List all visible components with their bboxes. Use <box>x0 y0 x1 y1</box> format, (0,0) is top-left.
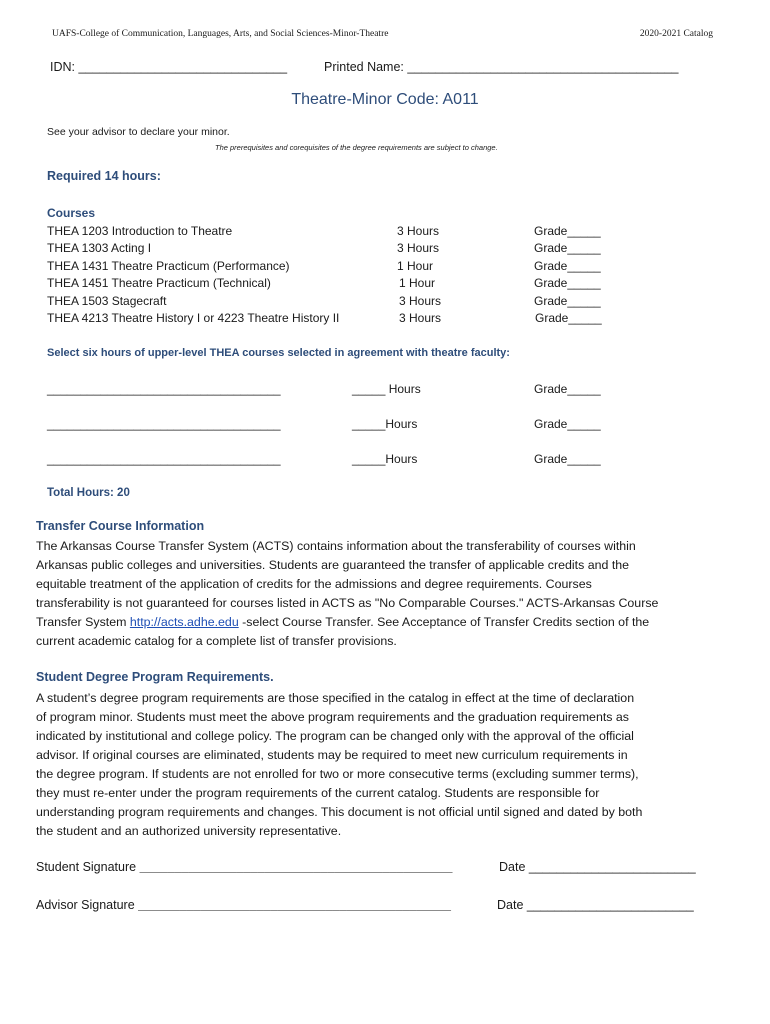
student-signature-label: Student Signature <box>36 860 137 874</box>
elective-hours-field[interactable]: _____Hours <box>352 417 418 431</box>
elective-grade-field[interactable]: Grade_____ <box>534 417 601 431</box>
paragraph-line: the degree program. If students are not enrolled for two or more consecutive terms (excluding summer terms), <box>36 767 639 781</box>
paragraph-line: the student and an authorized university representative. <box>36 824 342 838</box>
elective-row <box>47 382 647 399</box>
paragraph-line: of program minor. Students must meet the above program requirements and the graduation requirements as <box>36 710 630 724</box>
elective-course-field[interactable]: ___________________________________ <box>47 452 281 466</box>
course-row <box>47 241 647 258</box>
advisor-note: See your advisor to declare your minor. <box>47 126 230 138</box>
paragraph-line: equitable treatment of the application of credits for the admissions and degree requirements. Courses <box>36 577 592 591</box>
total-hours: Total Hours: 20 <box>47 487 130 499</box>
student-signature-field[interactable]: _____________________________________________ <box>139 860 453 874</box>
elective-hours-field[interactable]: _____ Hours <box>352 382 421 396</box>
advisor-signature-field[interactable]: _____________________________________________ <box>138 898 451 912</box>
paragraph-line: transferability is not guaranteed for courses listed in ACTS as "No Comparable Courses." ACTS-Arkansas Course <box>36 596 659 610</box>
paragraph-line: they must re-enter under the program requirements of the current catalog. Students are responsible for <box>36 786 600 800</box>
elective-course-field[interactable]: ___________________________________ <box>47 417 281 431</box>
catalog-header-right: 2020-2021 Catalog <box>639 29 713 39</box>
paragraph-line: current academic catalog for a complete list of transfer provisions. <box>36 634 397 648</box>
prerequisite-note: The prerequisites and corequisites of the degree requirements are subject to change. <box>215 143 498 152</box>
student-signature-row <box>36 860 452 874</box>
courses-heading: Courses <box>47 206 96 220</box>
course-grade-field[interactable]: Grade_____ <box>535 311 602 325</box>
paragraph-line <box>36 613 726 632</box>
idn-field[interactable]: IDN: ______________________________ <box>50 60 288 74</box>
degree-paragraph <box>36 689 726 841</box>
page-title: Theatre-Minor Code: A011 <box>291 91 479 108</box>
course-name: THEA 1203 Introduction to Theatre <box>47 224 233 238</box>
course-row <box>47 294 647 311</box>
course-grade-field[interactable]: Grade_____ <box>534 224 601 238</box>
course-row <box>47 276 647 293</box>
paragraph-text: Transfer System <box>36 615 130 629</box>
elective-grade-field[interactable]: Grade_____ <box>534 452 601 466</box>
advisor-signature-label: Advisor Signature <box>36 898 135 912</box>
course-name: THEA 1503 Stagecraft <box>47 294 167 308</box>
student-date-field[interactable]: Date ________________________ <box>499 860 696 874</box>
advisor-date-field[interactable]: Date ________________________ <box>497 898 694 912</box>
course-grade-field[interactable]: Grade_____ <box>534 241 601 255</box>
elective-hours-field[interactable]: _____Hours <box>352 452 418 466</box>
printed-name-field[interactable]: Printed Name: _______________________________________ <box>324 60 679 74</box>
upper-level-heading: Select six hours of upper-level THEA courses selected in agreement with theatre faculty: <box>47 347 510 359</box>
elective-row <box>47 452 647 469</box>
course-hours: 3 Hours <box>399 311 442 325</box>
transfer-paragraph <box>36 537 726 651</box>
transfer-heading: Transfer Course Information <box>36 519 205 533</box>
course-hours: 3 Hours <box>399 294 442 308</box>
course-hours: 1 Hour <box>397 259 434 273</box>
course-name: THEA 4213 Theatre History I or 4223 Theatre History II <box>47 311 340 325</box>
course-name: THEA 1303 Acting I <box>47 241 152 255</box>
elective-row <box>47 417 647 434</box>
course-name: THEA 1451 Theatre Practicum (Technical) <box>47 276 271 290</box>
course-hours: 1 Hour <box>399 276 436 290</box>
elective-course-field[interactable]: ___________________________________ <box>47 382 281 396</box>
course-hours: 3 Hours <box>397 241 440 255</box>
paragraph-line: advisor. If original courses are eliminated, students may be required to meet new curriculum requirements in <box>36 748 628 762</box>
course-name: THEA 1431 Theatre Practicum (Performance) <box>47 259 290 273</box>
paragraph-line: The Arkansas Course Transfer System (ACTS) contains information about the transferability of courses within <box>36 539 636 553</box>
acts-link[interactable]: http://acts.adhe.edu <box>129 615 239 629</box>
course-row <box>47 311 647 328</box>
elective-grade-field[interactable]: Grade_____ <box>534 382 601 396</box>
paragraph-line: A student’s degree program requirements are those specified in the catalog in effect at the time of declaration <box>36 691 635 705</box>
course-row <box>47 259 647 276</box>
degree-requirements-heading: Student Degree Program Requirements. <box>36 670 274 684</box>
paragraph-text: -select Course Transfer. See Acceptance of Transfer Credits section of the <box>238 615 650 629</box>
advisor-signature-row <box>36 898 451 912</box>
catalog-header-left: UAFS-College of Communication, Languages, Arts, and Social Sciences-Minor-Theatre <box>52 29 389 39</box>
course-grade-field[interactable]: Grade_____ <box>534 294 601 308</box>
course-grade-field[interactable]: Grade_____ <box>534 276 601 290</box>
required-hours-heading: Required 14 hours: <box>47 169 161 183</box>
paragraph-line: Arkansas public colleges and universities. Students are guaranteed the transfer of applicable credits and the <box>36 558 630 572</box>
course-row <box>47 224 647 241</box>
course-grade-field[interactable]: Grade_____ <box>534 259 601 273</box>
paragraph-line: indicated by institutional and college policy. The program can be changed only with the approval of the official <box>36 729 634 743</box>
paragraph-line: understanding program requirements and changes. This document is not official until signed and dated by both <box>36 805 643 819</box>
course-hours: 3 Hours <box>397 224 440 238</box>
